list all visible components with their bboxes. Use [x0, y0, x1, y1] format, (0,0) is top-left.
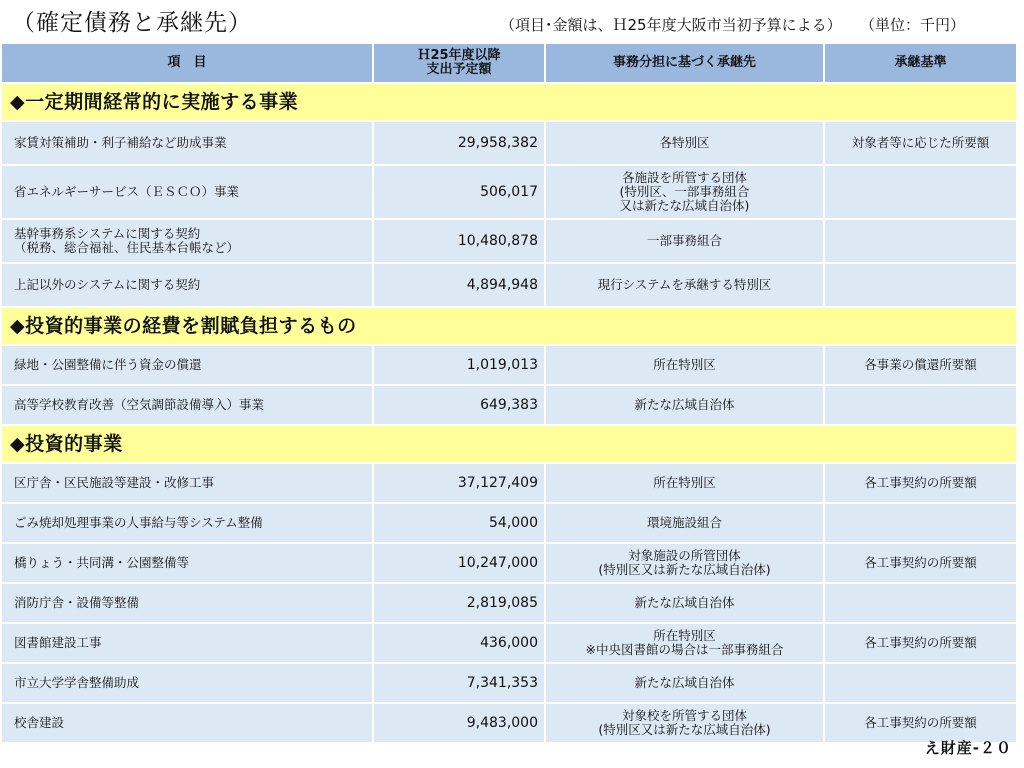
cell-line: 省エネルギーサービス（ＥＳＣＯ）事業: [14, 184, 240, 199]
cell-successor: [545, 663, 824, 703]
unit-note: （単位：千円）: [860, 16, 966, 34]
cell-basis: [824, 463, 1017, 503]
cell-successor: [545, 345, 824, 385]
cell-amount: [373, 263, 545, 307]
cell-amount: [373, 663, 545, 703]
cell-basis: [824, 219, 1017, 263]
table-row: [1, 165, 1017, 219]
cell-amount: [373, 583, 545, 623]
header-basis: [824, 43, 1017, 83]
amount-value: 4,894,948: [466, 277, 538, 293]
cell-basis: [824, 543, 1017, 583]
cell-successor: [545, 263, 824, 307]
cell-line: 各特別区: [659, 135, 710, 150]
cell-line: 所在特別区: [653, 475, 716, 490]
table-row: [1, 121, 1017, 165]
cell-basis: [824, 385, 1017, 425]
cell-successor: [545, 623, 824, 663]
section-title: ◆一定期間経常的に実施する事業: [1, 83, 1017, 121]
cell-successor: [545, 165, 824, 219]
cell-amount: [373, 543, 545, 583]
cell-amount: [373, 165, 545, 219]
cell-item-name: [1, 121, 373, 165]
cell-line: 校舎建設: [14, 715, 65, 730]
cell-item-name: [1, 543, 373, 583]
header-amount: [373, 43, 545, 83]
cell-line: (特別区、一部事務組合: [619, 184, 750, 199]
cell-line: Ｈ25年度以降: [417, 48, 501, 63]
cell-line: 新たな広域自治体: [634, 675, 735, 690]
section-title: ◆投資的事業の経費を割賦負担するもの: [1, 307, 1017, 345]
cell-basis: [824, 503, 1017, 543]
cell-line: 新たな広域自治体: [634, 595, 735, 610]
cell-amount: [373, 385, 545, 425]
amount-value: 29,958,382: [457, 135, 538, 151]
cell-line: 家賃対策補助・利子補給など助成事業: [14, 135, 227, 150]
cell-successor: [545, 583, 824, 623]
page-title: （確定債務と承継先）: [12, 10, 252, 36]
cell-item-name: [1, 345, 373, 385]
cell-line: 高等学校教育改善（空気調節設備導入）事業: [14, 397, 265, 412]
cell-successor: [545, 503, 824, 543]
amount-value: 436,000: [480, 635, 538, 651]
amount-value: 37,127,409: [457, 475, 538, 491]
cell-line: 支出予定額: [426, 62, 492, 77]
cell-item-name: [1, 463, 373, 503]
cell-line: 又は新たな広域自治体): [619, 198, 750, 213]
cell-line: 一部事務組合: [646, 233, 722, 248]
cell-item-name: [1, 219, 373, 263]
cell-item-name: [1, 623, 373, 663]
section-header-row: [1, 425, 1017, 463]
cell-line: （税務、総合福祉、住民基本台帳など）: [14, 240, 240, 255]
table-body: [1, 83, 1017, 743]
cell-item-name: [1, 703, 373, 743]
cell-line: 承継基準: [894, 55, 947, 70]
cell-line: ※中央図書館の場合は一部事務組合: [585, 642, 784, 657]
cell-line: 各施設を所管する団体: [621, 170, 747, 185]
cell-successor: [545, 219, 824, 263]
cell-line: (特別区又は新たな広域自治体): [598, 722, 771, 737]
cell-basis: [824, 121, 1017, 165]
table-row: [1, 345, 1017, 385]
amount-value: 54,000: [489, 515, 538, 531]
cell-line: 消防庁舎・設備等整備: [14, 595, 140, 610]
cell-line: 項 目: [167, 55, 207, 70]
table-row: [1, 583, 1017, 623]
cell-item-name: [1, 503, 373, 543]
cell-line: 区庁舎・区民施設等建設・改修工事: [14, 475, 215, 490]
cell-successor: [545, 463, 824, 503]
basis-note: （項目･金額は、Ｈ25年度大阪市当初予算による）: [500, 16, 842, 34]
header-successor: [545, 43, 824, 83]
table-row: [1, 263, 1017, 307]
cell-line: 基幹事務系システムに関する契約: [14, 226, 201, 241]
cell-line: 対象校を所管する団体: [621, 708, 747, 723]
section-header-row: [1, 83, 1017, 121]
table-row: [1, 663, 1017, 703]
cell-line: 上記以外のシステムに関する契約: [14, 277, 201, 292]
cell-line: 橋りょう・共同溝・公園整備等: [14, 555, 190, 570]
cell-basis: [824, 663, 1017, 703]
cell-line: 新たな広域自治体: [634, 397, 735, 412]
table-row: [1, 503, 1017, 543]
cell-amount: [373, 703, 545, 743]
table-row: [1, 703, 1017, 743]
cell-successor: [545, 385, 824, 425]
cell-amount: [373, 345, 545, 385]
amount-value: 10,247,000: [457, 555, 538, 571]
cell-line: 各工事契約の所要額: [864, 475, 977, 490]
cell-line: 各工事契約の所要額: [864, 715, 977, 730]
table-row: [1, 463, 1017, 503]
cell-successor: [545, 121, 824, 165]
cell-basis: [824, 583, 1017, 623]
cell-line: 対象者等に応じた所要額: [851, 135, 990, 150]
amount-value: 9,483,000: [466, 715, 538, 731]
cell-item-name: [1, 583, 373, 623]
cell-line: ごみ焼却処理事業の人事給与等システム整備: [14, 515, 263, 530]
section-title: ◆投資的事業: [1, 425, 1017, 463]
table-row: [1, 219, 1017, 263]
cell-item-name: [1, 385, 373, 425]
header-item: [1, 43, 373, 83]
amount-value: 506,017: [480, 184, 538, 200]
table-header-row: [1, 43, 1017, 83]
cell-line: (特別区又は新たな広域自治体): [598, 562, 771, 577]
table-row: [1, 623, 1017, 663]
cell-item-name: [1, 165, 373, 219]
cell-successor: [545, 543, 824, 583]
cell-basis: [824, 165, 1017, 219]
cell-line: 所在特別区: [653, 628, 716, 643]
cell-amount: [373, 623, 545, 663]
amount-value: 2,819,085: [466, 595, 538, 611]
cell-amount: [373, 503, 545, 543]
cell-item-name: [1, 663, 373, 703]
section-header-row: [1, 307, 1017, 345]
cell-amount: [373, 463, 545, 503]
cell-item-name: [1, 263, 373, 307]
cell-line: 対象施設の所管団体: [628, 548, 741, 563]
cell-line: 環境施設組合: [646, 515, 722, 530]
cell-basis: [824, 263, 1017, 307]
cell-line: 事務分担に基づく承継先: [612, 55, 756, 70]
debt-successor-table: [0, 42, 1018, 744]
cell-amount: [373, 219, 545, 263]
cell-line: 各工事契約の所要額: [864, 635, 977, 650]
cell-line: 各事業の償還所要額: [864, 357, 977, 372]
cell-line: 市立大学学舎整備助成: [14, 675, 140, 690]
table-row: [1, 385, 1017, 425]
cell-amount: [373, 121, 545, 165]
amount-value: 7,341,353: [466, 675, 538, 691]
amount-value: 10,480,878: [457, 233, 538, 249]
cell-line: 現行システムを承継する特別区: [597, 277, 772, 292]
cell-basis: [824, 345, 1017, 385]
cell-line: 図書館建設工事: [14, 635, 102, 650]
cell-basis: [824, 623, 1017, 663]
page-number: え財産-２０: [924, 739, 1012, 757]
cell-line: 緑地・公園整備に伴う資金の償還: [14, 357, 202, 372]
amount-value: 1,019,013: [466, 357, 538, 373]
amount-value: 649,383: [480, 397, 538, 413]
cell-line: 各工事契約の所要額: [864, 555, 977, 570]
cell-line: 所在特別区: [653, 357, 716, 372]
cell-successor: [545, 703, 824, 743]
table-row: [1, 543, 1017, 583]
